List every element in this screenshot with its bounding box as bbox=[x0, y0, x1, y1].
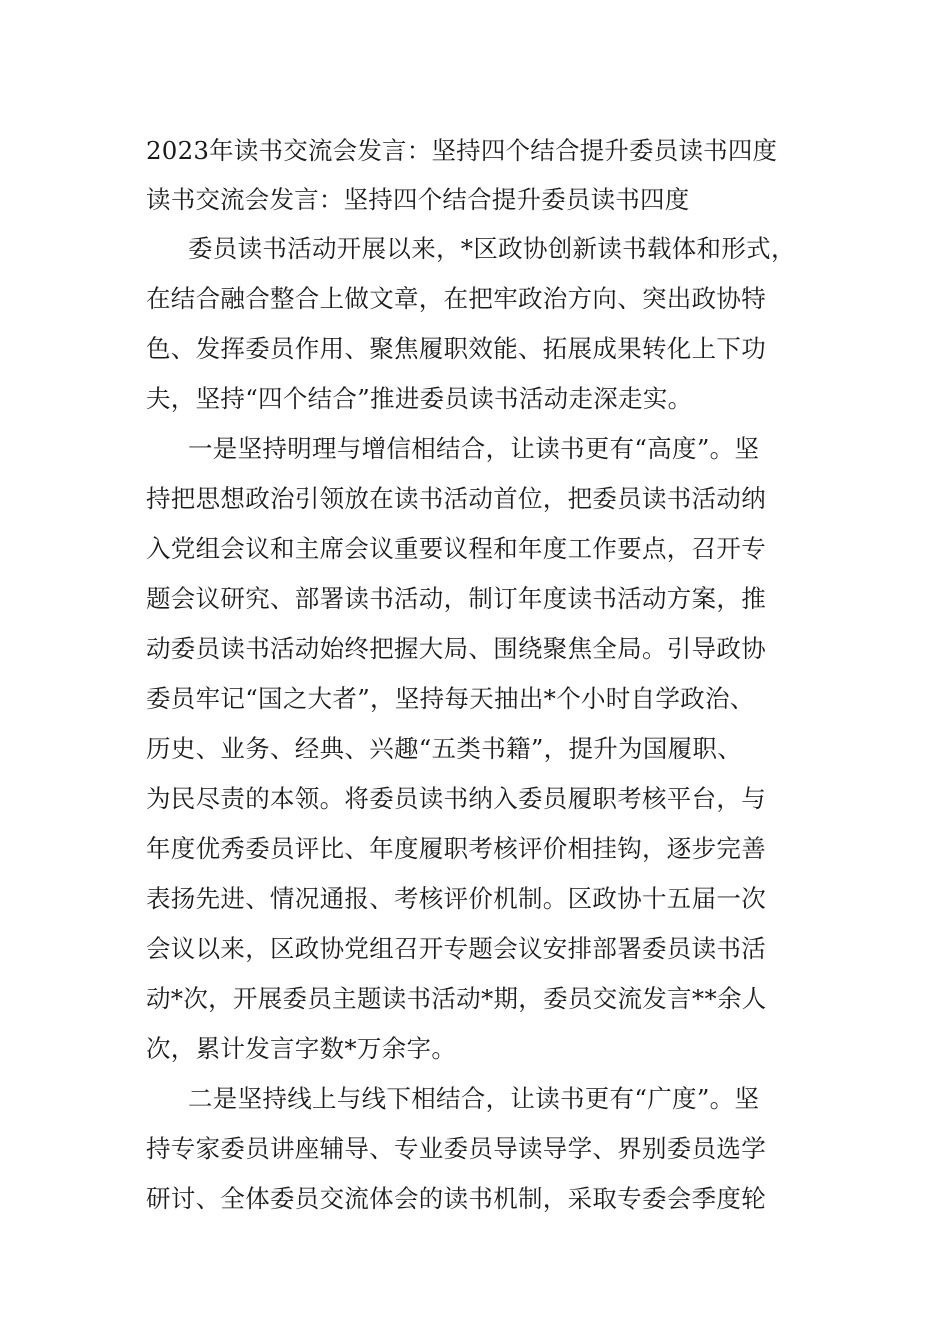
paragraph-1-line-3: 色、发挥委员作用、聚焦履职效能、拓展成果转化上下功 bbox=[146, 334, 766, 363]
paragraph-2-line-12: 动*次，开展委员主题读书活动*期，委员交流发言**余人 bbox=[146, 984, 767, 1013]
paragraph-2-line-13: 次，累计发言字数*万余字。 bbox=[146, 1034, 457, 1063]
paragraph-2-line-2: 持把思想政治引领放在读书活动首位，把委员读书活动纳 bbox=[146, 484, 766, 513]
paragraph-1-line-1: 委员读书活动开展以来，*区政协创新读书载体和形式， bbox=[188, 234, 796, 263]
paragraph-2-line-11: 会议以来，区政协党组召开专题会议安排部署委员读书活 bbox=[146, 934, 766, 963]
paragraph-2-line-3: 入党组会议和主席会议重要议程和年度工作要点，召开专 bbox=[146, 534, 766, 563]
paragraph-1-line-2: 在结合融合整合上做文章，在把牢政治方向、突出政协特 bbox=[146, 284, 766, 313]
paragraph-1-line-4: 夫，坚持“四个结合”推进委员读书活动走深走实。 bbox=[146, 384, 693, 413]
paragraph-2-line-4: 题会议研究、部署读书活动，制订年度读书活动方案，推 bbox=[146, 584, 766, 613]
paragraph-3-line-3: 研讨、全体委员交流体会的读书机制，采取专委会季度轮 bbox=[146, 1184, 766, 1213]
paragraph-2-line-9: 年度优秀委员评比、年度履职考核评价相挂钩，逐步完善 bbox=[146, 834, 766, 863]
paragraph-3-line-2: 持专家委员讲座辅导、专业委员导读导学、界别委员选学 bbox=[146, 1134, 766, 1163]
paragraph-2-line-6: 委员牢记“国之大者”，坚持每天抽出*个小时自学政治、 bbox=[146, 684, 755, 713]
paragraph-2-line-8: 为民尽责的本领。将委员读书纳入委员履职考核平台，与 bbox=[146, 784, 766, 813]
paragraph-3-line-1: 二是坚持线上与线下相结合，让读书更有“广度”。坚 bbox=[188, 1084, 760, 1113]
paragraph-2-line-1: 一是坚持明理与增信相结合，让读书更有“高度”。坚 bbox=[188, 434, 760, 463]
document-subtitle: 读书交流会发言：坚持四个结合提升委员读书四度 bbox=[146, 185, 690, 214]
paragraph-2-line-5: 动委员读书活动始终把握大局、围绕聚焦全局。引导政协 bbox=[146, 634, 766, 663]
document-title: 2023年读书交流会发言：坚持四个结合提升委员读书四度 bbox=[146, 136, 778, 165]
paragraph-2-line-10: 表扬先进、情况通报、考核评价机制。区政协十五届一次 bbox=[146, 884, 766, 913]
paragraph-2-line-7: 历史、业务、经典、兴趣“五类书籍”，提升为国履职、 bbox=[146, 734, 743, 763]
